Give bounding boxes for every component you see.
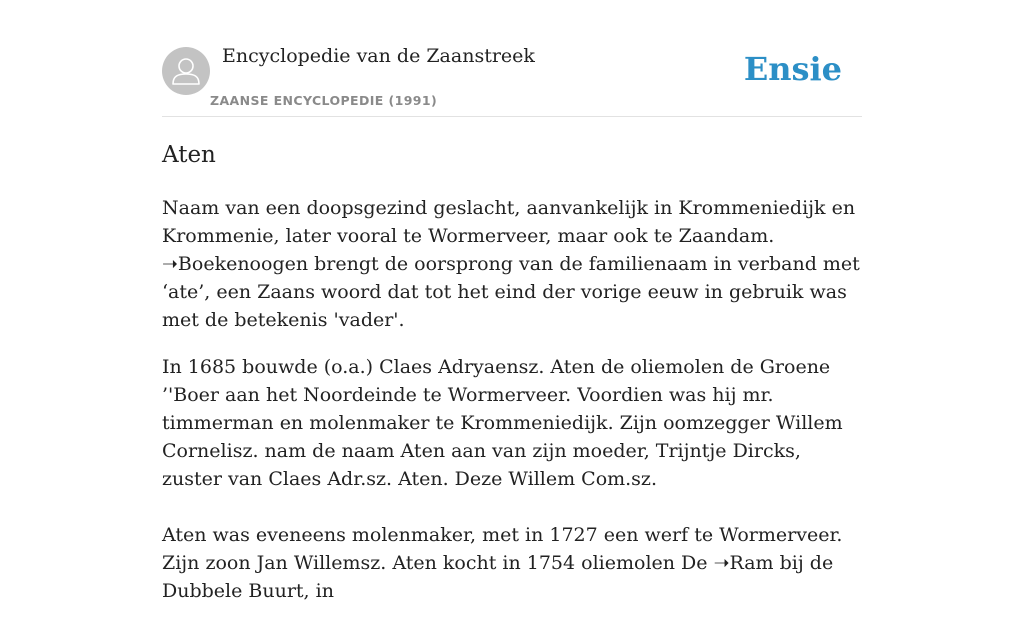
paragraph-text: Naam van een doopsgezind geslacht, aanvankelijk in Krommeniedijk en Krommenie, later vooral te Wormerveer, maar ook te Zaandam.	[162, 197, 856, 247]
source-title-link[interactable]: Encyclopedie van de Zaanstreek	[222, 45, 535, 67]
brand-logo[interactable]: Ensie	[743, 50, 842, 88]
article	[162, 138, 862, 624]
article-paragraph-2: In 1685 bouwde (o.a.) Claes Adryaensz. Aten de oliemolen de Groene ’'Boer aan het Noordeinde te Wormerveer. Voordien was hij mr. timmerman en molenmaker te Krommeniedijk. Zijn oomzegger Willem Cornelisz. nam de naam Aten aan van zijn moeder, Trijntje Dircks, zuster van Claes Adr.sz. Aten. Deze Willem Com.sz.	[162, 356, 843, 490]
article-paragraph-1	[162, 194, 862, 334]
source-avatar[interactable]	[162, 47, 210, 95]
paragraph-text: Aten was eveneens molenmaker, met in 1727 een werf te Wormerveer. Zijn zoon Jan Willemsz. Aten kocht in 1754 oliemolen De	[162, 524, 843, 574]
reference-link-ram[interactable]: ➝Ram	[713, 552, 774, 574]
user-icon	[162, 47, 210, 95]
article-paragraph-3	[162, 521, 862, 605]
paragraph-text: brengt de oorsprong van de familienaam in verband met ‘ate’, een Zaans woord dat tot het eind der vorige eeuw in gebruik was met de betekenis 'vader'.	[162, 253, 860, 331]
article-title: Aten	[162, 142, 216, 168]
paragraph-text: bij de Dubbele Buurt, in	[162, 552, 834, 602]
source-subtitle: ZAANSE ENCYCLOPEDIE (1991)	[210, 93, 438, 108]
reference-link-boekenoogen[interactable]: ➝Boekenoogen	[162, 253, 309, 275]
source-header	[162, 0, 862, 117]
